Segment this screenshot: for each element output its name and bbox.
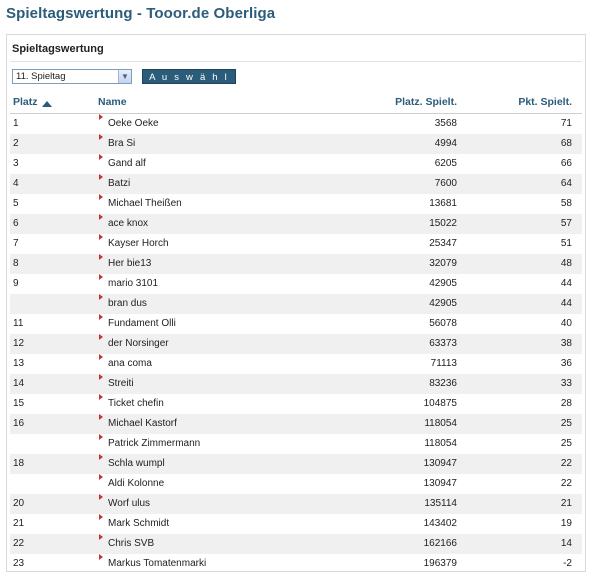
player-name-link[interactable]: Michael Theißen bbox=[108, 198, 182, 209]
player-name-link[interactable]: der Norsinger bbox=[108, 338, 169, 349]
arrow-right-icon bbox=[99, 334, 103, 340]
arrow-right-icon bbox=[99, 434, 103, 440]
player-name-link[interactable]: Batzi bbox=[108, 178, 131, 189]
player-name-link[interactable]: Michael Kastorf bbox=[108, 418, 177, 429]
points-cell: 40 bbox=[560, 318, 572, 329]
arrow-right-icon bbox=[99, 494, 103, 500]
table-row bbox=[10, 354, 582, 374]
player-name-link[interactable]: bran dus bbox=[108, 298, 147, 309]
matchday-select[interactable] bbox=[12, 69, 132, 84]
table-row bbox=[10, 234, 582, 254]
place-points-cell: 143402 bbox=[423, 518, 457, 529]
table-row bbox=[10, 314, 582, 334]
rank-cell: 13 bbox=[13, 358, 25, 369]
place-points-cell: 130947 bbox=[423, 458, 457, 469]
table-row bbox=[10, 394, 582, 414]
points-cell: 71 bbox=[560, 118, 572, 129]
arrow-right-icon bbox=[99, 174, 103, 180]
table-row bbox=[10, 414, 582, 434]
arrow-right-icon bbox=[99, 374, 103, 380]
place-points-cell: 25347 bbox=[429, 238, 457, 249]
place-points-cell: 42905 bbox=[429, 278, 457, 289]
player-name-link[interactable]: ace knox bbox=[108, 218, 149, 229]
player-name-link[interactable]: Oeke Oeke bbox=[108, 118, 159, 129]
points-cell: 44 bbox=[560, 298, 572, 309]
table-row bbox=[10, 474, 582, 494]
table-row bbox=[10, 434, 582, 454]
rank-cell: 4 bbox=[13, 178, 19, 189]
place-points-cell: 71113 bbox=[430, 358, 457, 369]
player-name-link[interactable]: Worf ulus bbox=[108, 498, 151, 509]
table-row bbox=[10, 534, 582, 554]
rank-cell: 14 bbox=[13, 378, 25, 389]
points-cell: 22 bbox=[560, 478, 572, 489]
place-points-cell: 32079 bbox=[429, 258, 457, 269]
table-body bbox=[10, 114, 582, 574]
place-points-cell: 56078 bbox=[429, 318, 457, 329]
place-points-cell: 6205 bbox=[434, 158, 457, 169]
arrow-right-icon bbox=[99, 194, 103, 200]
table-row bbox=[10, 194, 582, 214]
rank-cell: 16 bbox=[13, 418, 25, 429]
place-points-cell: 13681 bbox=[429, 198, 457, 209]
table-row bbox=[10, 134, 582, 154]
table-row bbox=[10, 514, 582, 534]
points-cell: 28 bbox=[560, 398, 572, 409]
rank-cell: 18 bbox=[13, 458, 25, 469]
arrow-right-icon bbox=[99, 554, 103, 560]
place-points-cell: 4994 bbox=[434, 138, 457, 149]
table-row bbox=[10, 294, 582, 314]
points-cell: 66 bbox=[560, 158, 572, 169]
rank-cell: 3 bbox=[13, 158, 19, 169]
place-points-cell: 135114 bbox=[424, 498, 457, 509]
arrow-right-icon bbox=[99, 294, 103, 300]
player-name-link[interactable]: Kayser Horch bbox=[108, 238, 169, 249]
points-cell: 64 bbox=[560, 178, 572, 189]
rank-cell: 2 bbox=[13, 138, 19, 149]
ranking-panel bbox=[6, 34, 586, 572]
place-points-cell: 15022 bbox=[429, 218, 457, 229]
points-cell: 33 bbox=[560, 378, 572, 389]
points-cell: 21 bbox=[560, 498, 572, 509]
arrow-right-icon bbox=[99, 234, 103, 240]
player-name-link[interactable]: Bra Si bbox=[108, 138, 136, 149]
table-row bbox=[10, 454, 582, 474]
rank-cell: 1 bbox=[13, 118, 19, 129]
rank-cell: 21 bbox=[13, 518, 25, 529]
place-points-cell: 63373 bbox=[429, 338, 457, 349]
table-row bbox=[10, 494, 582, 514]
place-points-cell: 130947 bbox=[423, 478, 457, 489]
select-button[interactable]: A u s w ä h l e n bbox=[142, 69, 236, 84]
ranking-table bbox=[10, 91, 582, 574]
place-points-cell: 83236 bbox=[429, 378, 457, 389]
points-cell: 25 bbox=[560, 418, 572, 429]
points-cell: 51 bbox=[560, 238, 572, 249]
place-points-cell: 118054 bbox=[424, 438, 457, 449]
table-row bbox=[10, 114, 582, 134]
place-points-cell: 104875 bbox=[423, 398, 457, 409]
player-name-link[interactable]: Markus Tomatenmarki bbox=[108, 558, 207, 569]
place-points-cell: 162166 bbox=[423, 538, 457, 549]
table-row bbox=[10, 274, 582, 294]
arrow-right-icon bbox=[99, 354, 103, 360]
points-cell: 38 bbox=[560, 338, 572, 349]
arrow-right-icon bbox=[99, 214, 103, 220]
rank-cell: 8 bbox=[13, 258, 19, 269]
table-header bbox=[10, 91, 582, 114]
player-name-link[interactable]: Fundament Olli bbox=[108, 318, 176, 329]
rank-cell: 23 bbox=[13, 558, 25, 569]
points-cell: -2 bbox=[563, 558, 572, 569]
table-row bbox=[10, 154, 582, 174]
arrow-right-icon bbox=[99, 254, 103, 260]
arrow-right-icon bbox=[99, 314, 103, 320]
points-cell: 22 bbox=[560, 458, 572, 469]
points-cell: 58 bbox=[560, 198, 572, 209]
rank-cell: 5 bbox=[13, 198, 19, 209]
arrow-right-icon bbox=[99, 454, 103, 460]
place-points-cell: 7600 bbox=[434, 178, 457, 189]
place-points-cell: 118054 bbox=[424, 418, 457, 429]
header-place-points[interactable]: Platz. Spielt. bbox=[395, 96, 457, 108]
arrow-right-icon bbox=[99, 274, 103, 280]
rank-cell: 20 bbox=[13, 498, 25, 509]
sort-ascending-icon bbox=[42, 101, 52, 107]
points-cell: 44 bbox=[560, 278, 572, 289]
header-name[interactable]: Name bbox=[98, 96, 127, 108]
player-name-link[interactable]: Aldi Kolonne bbox=[108, 478, 165, 489]
arrow-right-icon bbox=[99, 394, 103, 400]
page-title: Spieltagswertung - Tooor.de Oberliga bbox=[6, 5, 276, 22]
table-row bbox=[10, 334, 582, 354]
rank-cell: 22 bbox=[13, 538, 25, 549]
points-cell: 25 bbox=[560, 438, 572, 449]
chevron-down-icon[interactable]: ▼ bbox=[118, 70, 131, 83]
place-points-cell: 42905 bbox=[429, 298, 457, 309]
place-points-cell: 196379 bbox=[423, 558, 457, 569]
arrow-right-icon bbox=[99, 114, 103, 120]
arrow-right-icon bbox=[99, 134, 103, 140]
rank-cell: 9 bbox=[13, 278, 19, 289]
player-name-link[interactable]: Mark Schmidt bbox=[108, 518, 170, 529]
arrow-right-icon bbox=[99, 534, 103, 540]
points-cell: 57 bbox=[560, 218, 572, 229]
rank-cell: 15 bbox=[13, 398, 25, 409]
table-row bbox=[10, 214, 582, 234]
player-name-link[interactable]: mario 3101 bbox=[108, 278, 159, 289]
points-cell: 14 bbox=[560, 538, 572, 549]
player-name-link[interactable]: ana coma bbox=[108, 358, 152, 369]
panel-title: Spieltagswertung bbox=[12, 43, 104, 55]
rank-cell: 12 bbox=[13, 338, 25, 349]
table-row bbox=[10, 554, 582, 574]
points-cell: 36 bbox=[560, 358, 572, 369]
points-cell: 19 bbox=[560, 518, 572, 529]
points-cell: 68 bbox=[560, 138, 572, 149]
player-name-link[interactable]: Schla wumpl bbox=[108, 458, 165, 469]
arrow-right-icon bbox=[99, 514, 103, 520]
rank-cell: 7 bbox=[13, 238, 19, 249]
player-name-link[interactable]: Streiti bbox=[108, 378, 134, 389]
points-cell: 48 bbox=[560, 258, 572, 269]
table-row bbox=[10, 174, 582, 194]
place-points-cell: 3568 bbox=[434, 118, 457, 129]
header-rank[interactable] bbox=[13, 96, 38, 108]
matchday-select-value: 11. Spieltag bbox=[16, 71, 66, 82]
player-name-link[interactable]: Patrick Zimmermann bbox=[108, 438, 201, 449]
divider bbox=[10, 61, 582, 62]
table-row bbox=[10, 374, 582, 394]
header-points[interactable]: Pkt. Spielt. bbox=[518, 96, 572, 108]
player-name-link[interactable]: Gand alf bbox=[108, 158, 146, 169]
arrow-right-icon bbox=[99, 474, 103, 480]
arrow-right-icon bbox=[99, 414, 103, 420]
table-row bbox=[10, 254, 582, 274]
player-name-link[interactable]: Her bie13 bbox=[108, 258, 152, 269]
arrow-right-icon bbox=[99, 154, 103, 160]
player-name-link[interactable]: Chris SVB bbox=[108, 538, 155, 549]
rank-cell: 11 bbox=[13, 318, 24, 329]
header-rank-label: Platz bbox=[13, 96, 38, 108]
rank-cell: 6 bbox=[13, 218, 19, 229]
player-name-link[interactable]: Ticket chefin bbox=[108, 398, 164, 409]
